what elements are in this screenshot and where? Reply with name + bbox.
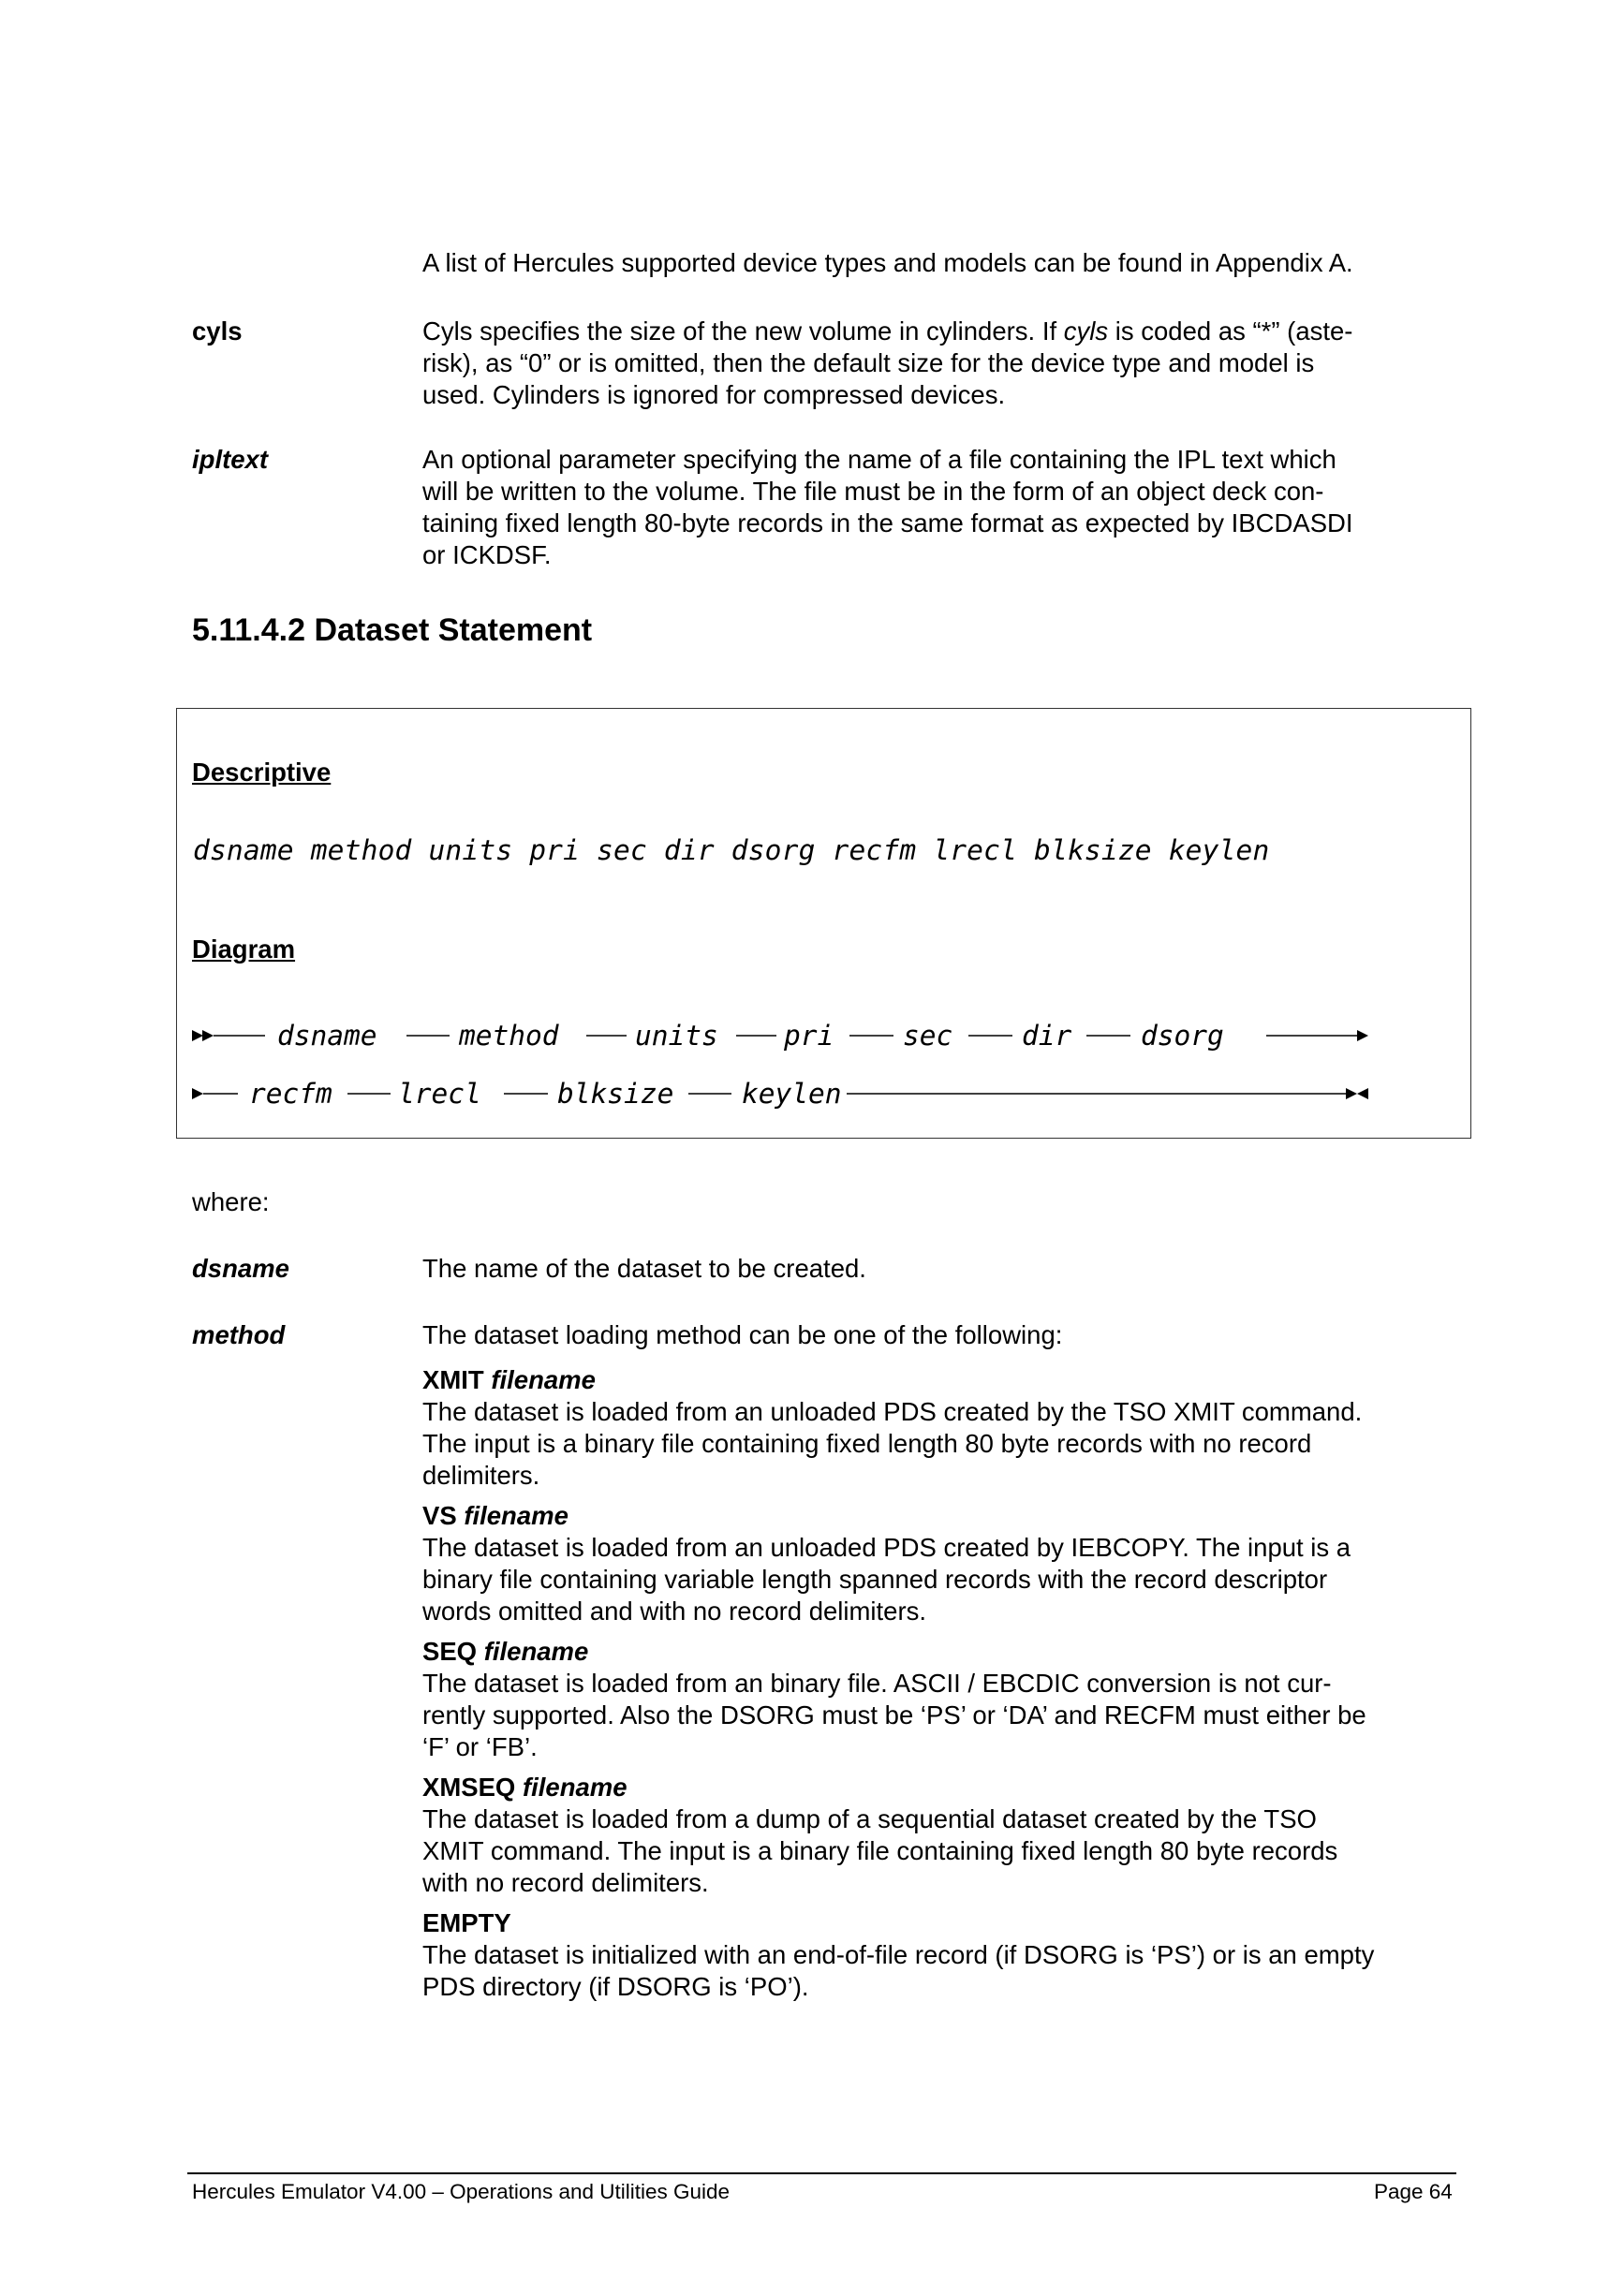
option-seq (422, 1636, 1462, 1763)
option-line: binary file containing variable length spanned records with the record descriptor (422, 1565, 1328, 1594)
option-keyword: SEQ (422, 1637, 478, 1666)
desc-italic: cyls (1063, 316, 1109, 346)
option-line: ‘F’ or ‘FB’. (422, 1732, 538, 1761)
diagram-token-keylen: keylen (742, 1078, 842, 1110)
intro-paragraph: A list of Hercules supported device types and models can be found in Appendix A. (422, 248, 1353, 277)
option-xmseq (422, 1772, 1462, 1899)
footer-title: Hercules Emulator V4.00 – Operations and Utilities Guide (192, 2180, 731, 2203)
where-label: where: (192, 1187, 270, 1216)
diagram-label: Diagram (192, 935, 296, 964)
option-line: The dataset is loaded from a dump of a sequential dataset created by the TSO (422, 1804, 1317, 1833)
desc-line: An optional parameter specifying the name of a file containing the IPL text which (422, 445, 1336, 474)
method-options-list (422, 1364, 1462, 2011)
desc-line (422, 316, 1624, 347)
desc-line: risk), as “0” or is omitted, then the default size for the device type and model is (422, 348, 1315, 377)
start-arrow-icon (202, 1030, 214, 1041)
option-keyword: EMPTY (422, 1908, 511, 1937)
diagram-token-blksize: blksize (557, 1078, 674, 1110)
continue-arrow-icon (192, 1088, 203, 1099)
diagram-token-dsname: dsname (277, 1020, 377, 1052)
continue-arrow-icon (1357, 1030, 1368, 1041)
param-term: cyls (192, 316, 243, 346)
diagram-token-lrecl: lrecl (398, 1078, 481, 1110)
option-line: The input is a binary file containing fixed length 80 byte records with no record (422, 1429, 1312, 1458)
option-title (422, 1500, 1462, 1532)
param-term: ipltext (192, 445, 268, 474)
option-line: PDS directory (if DSORG is ‘PO’). (422, 1972, 809, 2001)
option-line: words omitted and with no record delimiters. (422, 1597, 927, 1626)
diagram-token-dir: dir (1022, 1020, 1072, 1052)
option-xmit (422, 1364, 1462, 1492)
option-line: The dataset is loaded from an unloaded PDS created by IEBCOPY. The input is a (422, 1533, 1351, 1562)
option-title (422, 1772, 1462, 1803)
descriptive-label: Descriptive (192, 758, 332, 787)
param-description (422, 444, 1624, 571)
param-description: The dataset loading method can be one of the following: (422, 1320, 1063, 1349)
end-arrow-icon (1346, 1088, 1357, 1099)
diagram-token-sec: sec (903, 1020, 953, 1052)
desc-text: is coded as “*” (aste- (1108, 316, 1353, 346)
diagram-token-method: method (459, 1020, 559, 1052)
desc-line: used. Cylinders is ignored for compressed devices. (422, 380, 1006, 409)
syntax-diagram (177, 709, 1469, 1135)
descriptive-syntax: dsname method units pri sec dir dsorg recfm lrecl blksize keylen (193, 834, 1270, 866)
option-line: delimiters. (422, 1461, 540, 1490)
diagram-token-recfm: recfm (249, 1078, 332, 1110)
option-line: The dataset is initialized with an end-of-file record (if DSORG is ‘PS’) or is an empty (422, 1940, 1375, 1969)
desc-line: taining fixed length 80-byte records in the same format as expected by IBCDASDI (422, 508, 1353, 537)
option-arg: filename (491, 1365, 596, 1394)
end-arrow-icon (1357, 1088, 1368, 1099)
syntax-box (176, 708, 1471, 1139)
param-term: dsname (192, 1254, 289, 1283)
desc-line: or ICKDSF. (422, 540, 552, 569)
option-line: with no record delimiters. (422, 1868, 709, 1897)
param-description: The name of the dataset to be created. (422, 1254, 866, 1283)
option-line: rently supported. Also the DSORG must be ‘PS’ or ‘DA’ and RECFM must either be (422, 1700, 1366, 1729)
option-keyword: XMIT (422, 1365, 484, 1394)
page-number: Page 64 (1374, 2180, 1453, 2203)
option-arg: filename (483, 1637, 589, 1666)
desc-line: will be written to the volume. The file must be in the form of an object deck con- (422, 477, 1324, 506)
diagram-token-units: units (635, 1020, 718, 1052)
option-arg: filename (522, 1773, 627, 1802)
desc-text: Cyls specifies the size of the new volume in cylinders. If (422, 316, 1064, 346)
footer-rule (187, 2172, 1456, 2174)
option-line: The dataset is loaded from an binary file. ASCII / EBCDIC conversion is not cur- (422, 1669, 1332, 1698)
section-heading: 5.11.4.2 Dataset Statement (192, 612, 593, 648)
option-keyword: VS (422, 1501, 457, 1530)
option-title (422, 1907, 1462, 1939)
start-arrow-icon (192, 1030, 203, 1041)
param-description (422, 316, 1624, 411)
option-title (422, 1636, 1462, 1668)
option-line: The dataset is loaded from an unloaded PDS created by the TSO XMIT command. (422, 1397, 1363, 1426)
diagram-token-pri: pri (784, 1020, 834, 1052)
diagram-token-dsorg: dsorg (1141, 1020, 1224, 1052)
param-term: method (192, 1320, 286, 1349)
option-title (422, 1364, 1462, 1396)
option-empty (422, 1907, 1462, 2003)
option-arg: filename (464, 1501, 568, 1530)
option-keyword: XMSEQ (422, 1773, 516, 1802)
option-line: XMIT command. The input is a binary file containing fixed length 80 byte records (422, 1836, 1338, 1865)
option-vs (422, 1500, 1462, 1627)
